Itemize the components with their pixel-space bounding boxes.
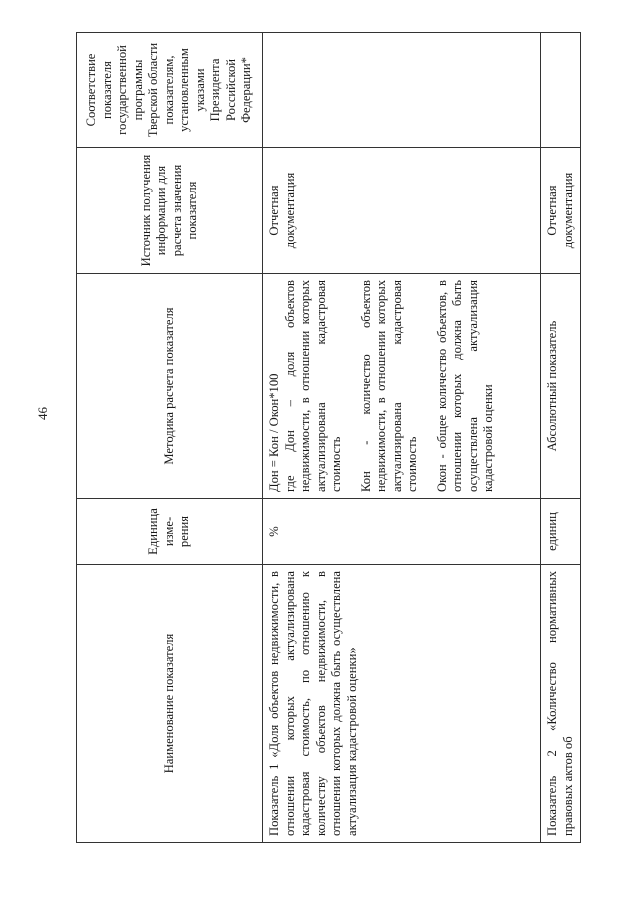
rotated-table-container bbox=[76, 33, 574, 843]
indicator-compliance bbox=[541, 33, 581, 148]
table-header-row bbox=[77, 33, 263, 843]
method-formula: Дон = Кон / Окон*100 bbox=[267, 373, 281, 492]
indicator-unit: единиц bbox=[541, 499, 581, 565]
indicator-source: Отчетная документация bbox=[263, 148, 541, 274]
header-unit: Единица изме-рения bbox=[77, 499, 263, 565]
indicator-unit: % bbox=[263, 499, 541, 565]
indicators-table bbox=[76, 32, 581, 843]
header-compliance: Соответствие показателя государственной программы Тверской области показателям, установленным указами Президента Российской Федерации* bbox=[77, 33, 263, 148]
indicator-name: Показатель 1 «Доля объектов недвижимости, в отношении которых актуализирована кадастровая стоимость, по отношению к количеству объектов недвижимости, в отношении которых должна быть осуществлена актуализация кадастровой оценки» bbox=[263, 565, 541, 843]
table-row bbox=[541, 33, 581, 843]
header-source: Источник получения информации для расчета значения показателя bbox=[77, 148, 263, 274]
method-paragraph: где Дон – доля объектов недвижимости, в отношении которых актуализирована кадастровая стоимость bbox=[282, 280, 343, 492]
table-row bbox=[263, 33, 541, 843]
header-method: Методика расчета показателя bbox=[77, 274, 263, 499]
header-name: Наименование показателя bbox=[77, 565, 263, 843]
indicator-method bbox=[263, 274, 541, 499]
indicator-method: Абсолютный показатель bbox=[541, 274, 581, 499]
page-number: 46 bbox=[35, 407, 50, 420]
method-paragraph: Окон - общее количество объектов, в отношении которых должна быть осуществлена актуализация кадастровой оценки bbox=[434, 280, 495, 492]
indicator-compliance bbox=[263, 33, 541, 148]
indicator-source: Отчетная документация bbox=[541, 148, 581, 274]
indicator-name: Показатель 2 «Количество нормативных правовых актов об bbox=[541, 565, 581, 843]
method-paragraph: Кон - количество объектов недвижимости, в отношении которых актуализирована кадастровая стоимость bbox=[358, 280, 419, 492]
